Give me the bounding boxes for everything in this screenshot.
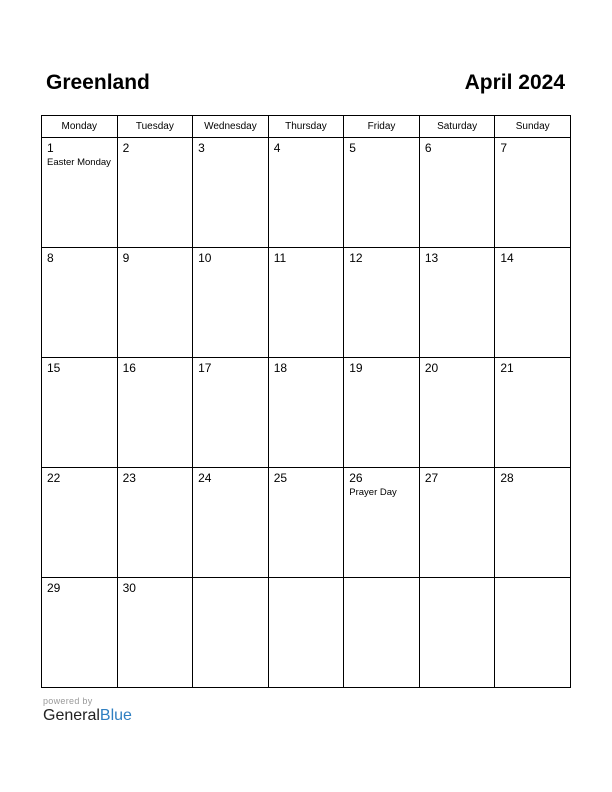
weekday-sunday: Sunday — [495, 116, 571, 138]
day-cell — [268, 138, 344, 248]
day-cell — [419, 578, 495, 688]
brand-name — [43, 707, 132, 725]
day-cell — [344, 358, 420, 468]
powered-by-text: powered by — [43, 696, 93, 706]
day-number: 30 — [122, 581, 136, 595]
week-row — [42, 358, 571, 468]
week-row — [42, 138, 571, 248]
day-number: 3 — [198, 141, 205, 155]
day-cell — [495, 578, 571, 688]
day-cell — [117, 578, 193, 688]
day-cell — [42, 248, 118, 358]
day-cell — [193, 578, 269, 688]
brand-name-blue: Blue — [99, 707, 132, 724]
day-number: 22 — [47, 471, 61, 485]
day-number: 29 — [47, 581, 61, 595]
day-number: 26 — [349, 471, 363, 485]
day-cell — [419, 468, 495, 578]
weekday-monday: Monday — [42, 116, 118, 138]
day-cell — [42, 468, 118, 578]
day-number: 4 — [273, 141, 281, 155]
day-cell — [268, 578, 344, 688]
day-number: 17 — [198, 361, 212, 375]
day-number: 5 — [349, 141, 356, 155]
weekday-wednesday: Wednesday — [193, 116, 269, 138]
day-number: 27 — [424, 471, 439, 485]
day-number: 21 — [500, 361, 514, 375]
day-number: 12 — [349, 251, 363, 265]
generalblue-logo — [43, 696, 132, 725]
day-cell — [344, 248, 420, 358]
day-number: 1 — [47, 141, 54, 155]
week-row — [42, 468, 571, 578]
day-cell — [419, 358, 495, 468]
day-number: 10 — [198, 251, 212, 265]
day-number: 28 — [500, 471, 514, 485]
holiday-label: Easter Monday — [47, 157, 111, 168]
day-number: 19 — [349, 361, 363, 375]
day-cell — [268, 468, 344, 578]
country-title: Greenland — [46, 71, 150, 94]
day-cell — [495, 468, 571, 578]
calendar-grid — [41, 115, 571, 688]
day-cell — [193, 248, 269, 358]
day-number: 8 — [47, 251, 54, 265]
day-number: 9 — [122, 251, 130, 265]
day-number: 11 — [273, 251, 287, 265]
week-row — [42, 248, 571, 358]
day-cell — [42, 358, 118, 468]
day-number: 13 — [424, 251, 439, 265]
month-year-title: April 2024 — [464, 71, 565, 94]
day-number: 6 — [424, 141, 432, 155]
day-cell — [495, 358, 571, 468]
weekday-saturday: Saturday — [419, 116, 495, 138]
day-cell — [495, 248, 571, 358]
day-cell — [344, 468, 420, 578]
holiday-label: Prayer Day — [349, 487, 397, 498]
day-cell — [268, 358, 344, 468]
week-row — [42, 578, 571, 688]
day-number: 16 — [122, 361, 136, 375]
day-number: 18 — [273, 361, 288, 375]
weekday-thursday: Thursday — [268, 116, 344, 138]
weekday-friday: Friday — [344, 116, 420, 138]
day-number: 23 — [122, 471, 136, 485]
day-cell — [495, 138, 571, 248]
day-cell — [344, 138, 420, 248]
day-cell — [117, 358, 193, 468]
day-cell — [42, 138, 118, 248]
brand-name-general: General — [43, 707, 100, 724]
day-cell — [117, 138, 193, 248]
day-number: 24 — [198, 471, 212, 485]
day-cell — [193, 358, 269, 468]
day-cell — [117, 248, 193, 358]
weekday-header-row — [42, 116, 571, 138]
day-number: 20 — [424, 361, 439, 375]
weekday-tuesday: Tuesday — [117, 116, 193, 138]
day-cell — [419, 138, 495, 248]
day-cell — [42, 578, 118, 688]
day-number: 25 — [273, 471, 288, 485]
day-cell — [344, 578, 420, 688]
day-number: 14 — [500, 251, 514, 265]
day-cell — [268, 248, 344, 358]
day-cell — [193, 468, 269, 578]
day-cell — [419, 248, 495, 358]
day-number: 15 — [47, 361, 61, 375]
day-number: 7 — [500, 141, 508, 155]
day-cell — [117, 468, 193, 578]
day-cell — [193, 138, 269, 248]
day-number: 2 — [122, 141, 130, 155]
